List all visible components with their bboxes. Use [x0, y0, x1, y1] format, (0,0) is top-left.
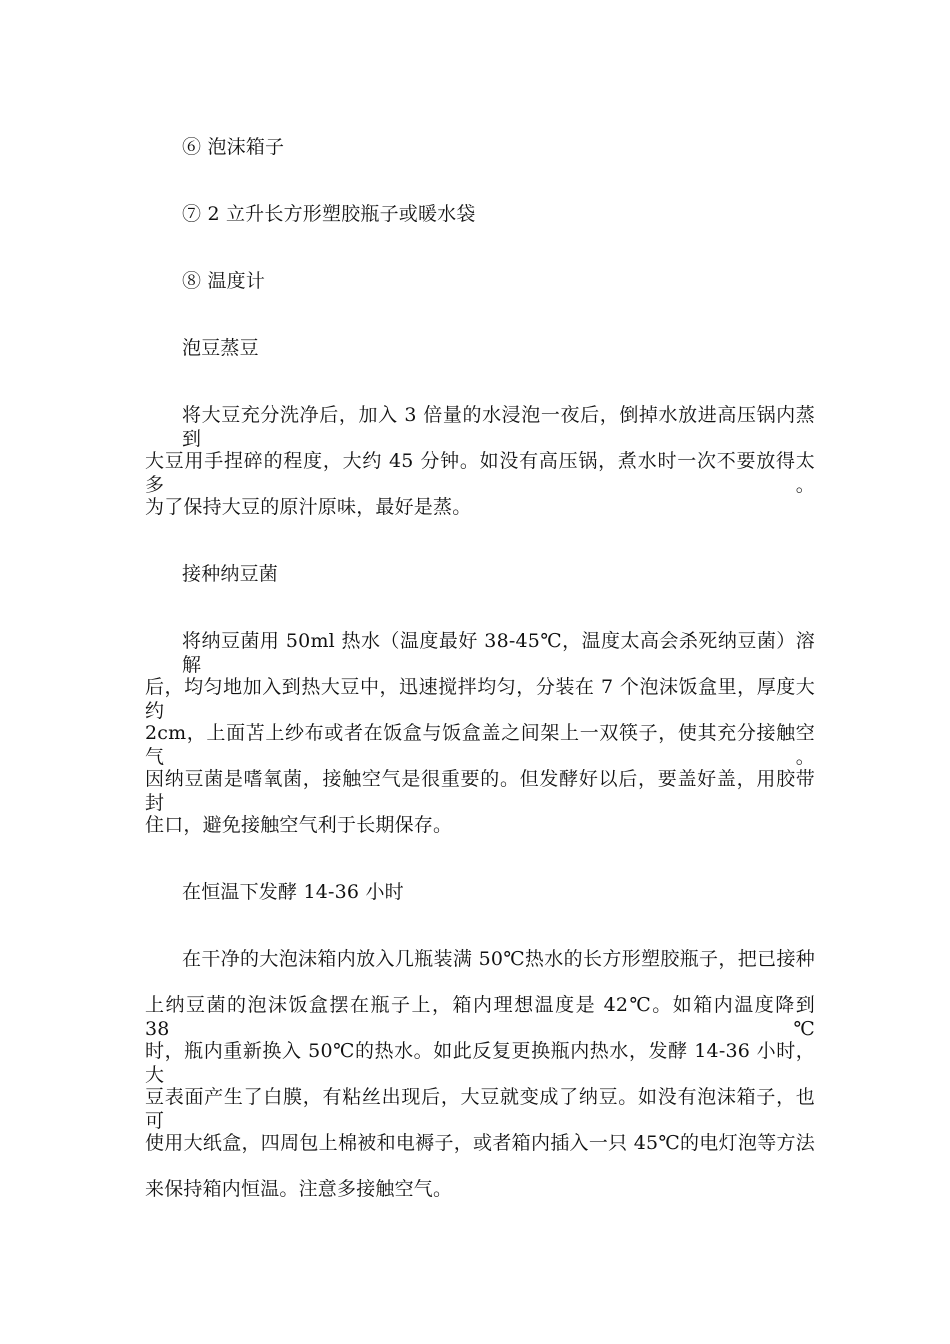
paragraph-line: 住口，避免接触空气利于长期保存。	[145, 814, 453, 836]
paragraph-line: 上纳豆菌的泡沫饭盒摆在瓶子上，箱内理想温度是 42℃。如箱内温度降到 38℃	[145, 994, 815, 1040]
paragraph-line: 2cm，上面苫上纱布或者在饭盒与饭盒盖之间架上一双筷子，使其充分接触空气。	[145, 722, 815, 768]
list-item-thermometer: ⑧ 温度计	[182, 270, 266, 292]
paragraph-line: 后，均匀地加入到热大豆中，迅速搅拌均匀，分装在 7 个泡沫饭盒里，厚度大约	[145, 676, 815, 722]
paragraph-line: 时，瓶内重新换入 50℃的热水。如此反复更换瓶内热水，发酵 14-36 小时，大	[145, 1040, 815, 1086]
section-heading-soak-steam: 泡豆蒸豆	[182, 337, 259, 359]
paragraph-line: 豆表面产生了白膜，有粘丝出现后，大豆就变成了纳豆。如没有泡沫箱子，也可	[145, 1086, 815, 1132]
section-heading-ferment: 在恒温下发酵 14-36 小时	[182, 881, 404, 903]
section-heading-inoculate: 接种纳豆菌	[182, 563, 279, 585]
list-item-plastic-bottle: ⑦ 2 立升长方形塑胶瓶子或暖水袋	[182, 203, 476, 225]
paragraph-line: 因纳豆菌是嗜氧菌，接触空气是很重要的。但发酵好以后，要盖好盖，用胶带封	[145, 768, 815, 814]
list-item-foam-box: ⑥ 泡沫箱子	[182, 136, 285, 158]
paragraph-line: 大豆用手捏碎的程度，大约 45 分钟。如没有高压锅，煮水时一次不要放得太多。	[145, 450, 815, 496]
paragraph-line: 来保持箱内恒温。注意多接触空气。	[145, 1178, 453, 1200]
paragraph-line: 将大豆充分洗净后，加入 3 倍量的水浸泡一夜后，倒掉水放进高压锅内蒸到	[182, 404, 815, 450]
paragraph-line: 为了保持大豆的原汁原味，最好是蒸。	[145, 496, 472, 518]
paragraph-line: 使用大纸盒，四周包上棉被和电褥子，或者箱内插入一只 45℃的电灯泡等方法	[145, 1132, 815, 1154]
paragraph-line: 在干净的大泡沫箱内放入几瓶装满 50℃热水的长方形塑胶瓶子，把已接种	[182, 948, 815, 970]
paragraph-line: 将纳豆菌用 50ml 热水（温度最好 38-45℃，温度太高会杀死纳豆菌）溶解	[182, 630, 815, 676]
